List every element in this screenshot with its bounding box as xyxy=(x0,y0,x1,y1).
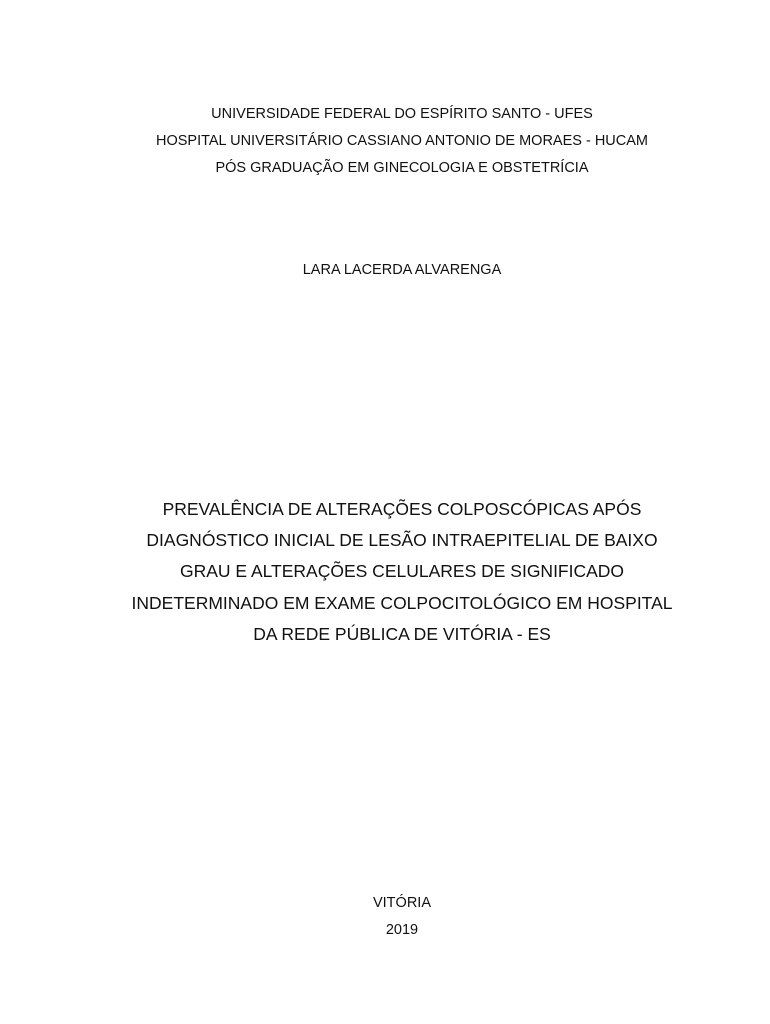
university-name: UNIVERSIDADE FEDERAL DO ESPÍRITO SANTO - UFES xyxy=(211,106,593,122)
title-line: DIAGNÓSTICO INICIAL DE LESÃO INTRAEPITELIAL DE BAIXO xyxy=(146,530,658,551)
location-date xyxy=(0,890,770,944)
program-name: PÓS GRADUAÇÃO EM GINECOLOGIA E OBSTETRÍCIA xyxy=(215,160,589,176)
title-line: DA REDE PÚBLICA DE VITÓRIA - ES xyxy=(253,623,551,644)
thesis-title xyxy=(0,494,770,650)
year: 2019 xyxy=(385,922,419,938)
hospital-name: HOSPITAL UNIVERSITÁRIO CASSIANO ANTONIO DE MORAES - HUCAM xyxy=(155,133,648,149)
title-line: INDETERMINADO EM EXAME COLPOCITOLÓGICO EM HOSPITAL xyxy=(131,592,673,613)
city: VITÓRIA xyxy=(372,895,431,911)
institution-header xyxy=(0,101,770,182)
title-line: PREVALÊNCIA DE ALTERAÇÕES COLPOSCÓPICAS APÓS xyxy=(162,499,642,519)
title-line: GRAU E ALTERAÇÕES CELULARES DE SIGNIFICADO xyxy=(179,561,625,582)
author-name: LARA LACERDA ALVARENGA xyxy=(302,262,502,278)
